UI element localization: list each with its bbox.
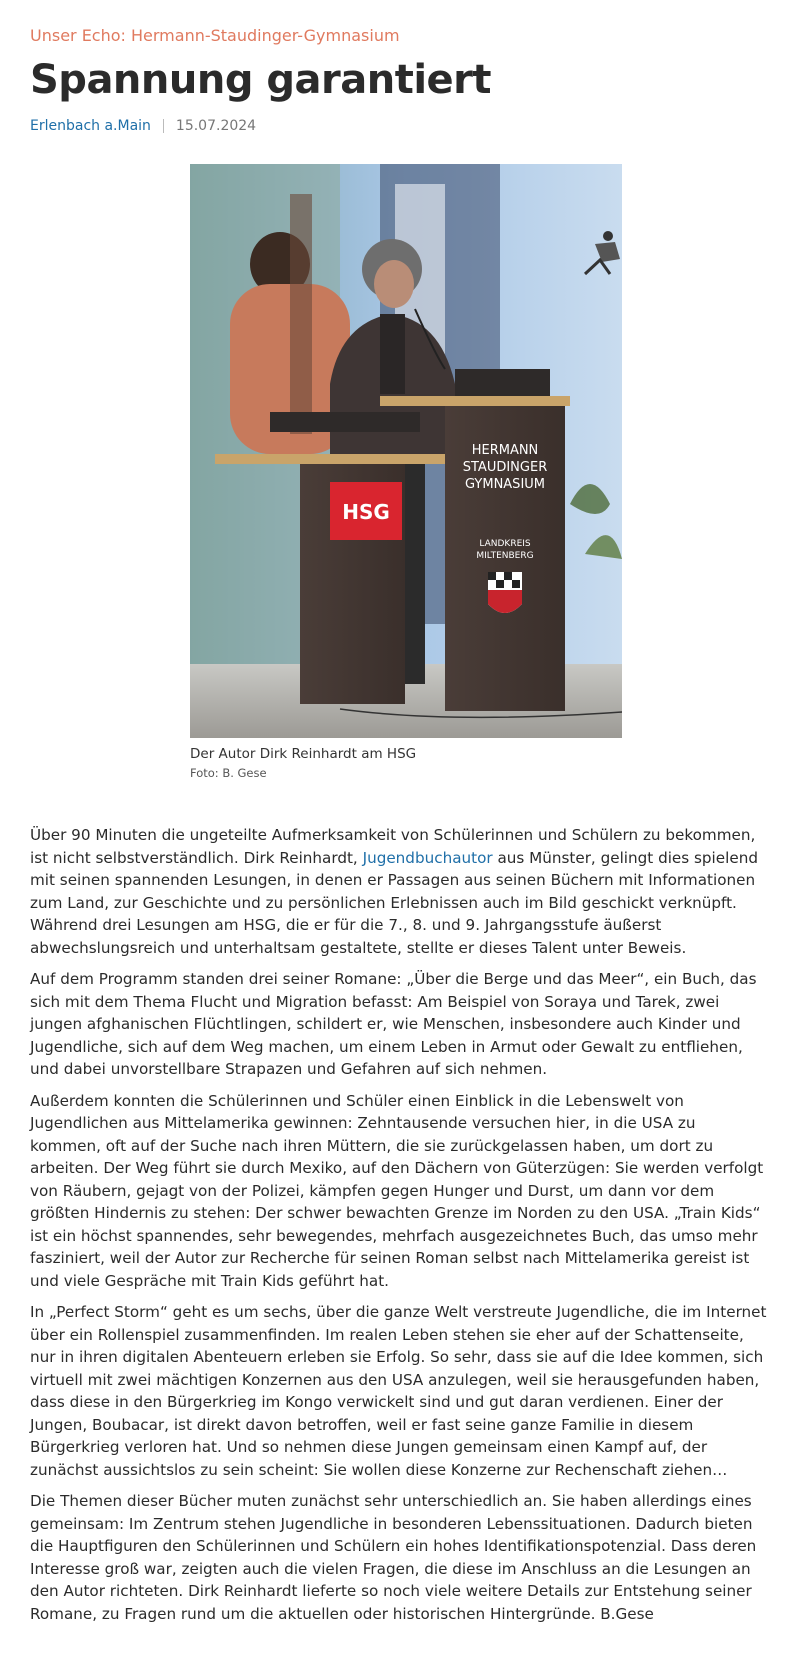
paragraph-1-end: aus Münster, gelingt dies spielend mit seinen spannenden Lesungen, in denen er Passagen aus seinen Büchern mit Informationen zum Land, zur Geschichte und zu persönlichen Erlebnissen auch im Bild geschickt verknüpft. Während drei Lesungen am HSG, die er für die 7., 8. und 9. Jahrgangsstufe äußerst abwechslungsreich und unterhaltsam gestaltete, stellte er dieses Talent unter Beweis.	[30, 848, 758, 957]
podium-district-1: LANDKREIS	[479, 539, 531, 549]
kicker[interactable]: Unser Echo: Hermann-Staudinger-Gymnasium	[30, 26, 400, 45]
paragraph-1-start: Über 90 Minuten die ungeteilte Aufmerksamkeit von Schülerinnen und Schülern zu bekommen, ist nicht selbstverständlich. Dirk Reinhardt,	[30, 826, 756, 867]
paragraph-1	[30, 824, 770, 959]
article-figure	[30, 164, 770, 782]
paragraph-2: Auf dem Programm standen drei seiner Romane: „Über die Berge und das Meer“, ein Buch, das sich mit dem Thema Flucht und Migration befasst: Am Beispiel von Soraya und Tarek, zwei jungen afghanischen Flüchtlingen, schildert er, wie Menschen, insbesondere auch Kinder und Jugendliche, sich auf dem Weg machen, um einem Leben in Armut oder Gewalt zu entfliehen, und dabei unvorstellbare Strapazen und Gefahren auf sich nehmen.	[30, 970, 757, 1078]
photo-credit: Foto: B. Gese	[190, 766, 267, 780]
paragraph-4: In „Perfect Storm“ geht es um sechs, über die ganze Welt verstreute Jugendliche, die im Internet über ein Rollenspiel zusammenfinden. Im realen Leben stehen sie eher auf der Schattenseite, nur in ihren digitalen Abenteuern erleben sie Erfolg. So sehr, dass sie auf die Idee kommen, sich virtuell mit zwei mächtigen Konzernen aus den USA anzulegen, weil sie herausgefunden haben, dass diese in den Bürgerkrieg im Kongo verwickelt sind und gut daran verdienen. Einer der Jungen, Boubacar, ist direkt davon betroffen, weil er fast seine ganze Familie in diesem Bürgerkrieg verloren hat. Und so nehmen diese Jungen gemeinsam einen Kampf auf, der zunächst aussichtslos zu sein scheint: Sie wollen diese Konzerne zur Rechenschaft ziehen…	[30, 1303, 767, 1479]
paragraph-3: Außerdem konnten die Schülerinnen und Schüler einen Einblick in die Lebenswelt von Jugendlichen aus Mittelamerika gewinnen: Zehntausende versuchen hier, in die USA zu kommen, oft auf der Suche nach ihren Müttern, die sie zurückgelassen haben, um dort zu arbeiten. Der Weg führt sie durch Mexiko, auf den Dächern von Güterzügen: Sie werden verfolgt von Räubern, gejagt von der Polizei, kämpfen gegen Hunger und Durst, um dann vor dem größten Hindernis zu stehen: Der schwer bewachten Grenze im Norden zu den USA. „Train Kids“ ist ein höchst spannendes, sehr bewegendes, mehrfach ausgezeichnetes Buch, das umso mehr fasziniert, weil der Autor zur Recherche für seinen Roman selbst nach Mittelamerika gereist ist und viele Gespräche mit Train Kids geführt hat.	[30, 1091, 764, 1290]
article-meta	[30, 118, 770, 134]
hsg-logo-text: HSG	[342, 500, 390, 524]
publish-date: 15.07.2024	[175, 118, 257, 134]
podium-district-2: MILTENBERG	[476, 551, 534, 561]
paragraph-5: Die Themen dieser Bücher muten zunächst sehr unterschiedlich an. Sie haben allerdings eines gemeinsam: Im Zentrum stehen Jugendliche in besonderen Lebenssituationen. Dadurch bieten die Hauptfiguren den Schülerinnen und Schülern ein hohes Identifikationspotenzial. Dass deren Interesse groß war, zeigten auch die vielen Fragen, die diese im Anschluss an die Lesungen an den Autor richteten. Dirk Reinhardt lieferte so noch viele weitere Details zur Entstehung seiner Romane, zu Fragen rund um die aktuellen oder historischen Hintergründe. B.Gese	[30, 1492, 757, 1623]
photo-caption	[190, 744, 800, 782]
podium-text-2: STAUDINGER	[462, 460, 548, 475]
podium-text-1: HERMANN	[471, 443, 539, 458]
article-photo[interactable]	[190, 164, 622, 738]
podium-text-3: GYMNASIUM	[464, 477, 546, 492]
location-link[interactable]: Erlenbach a.Main	[30, 118, 151, 134]
caption-text: Der Autor Dirk Reinhardt am HSG	[190, 746, 417, 762]
jugendbuchautor-link[interactable]: Jugendbuchautor	[362, 848, 493, 867]
meta-divider	[163, 119, 164, 133]
article-body	[30, 824, 770, 1625]
photo-illustration	[190, 164, 622, 738]
page-title: Spannung garantiert	[30, 57, 492, 103]
